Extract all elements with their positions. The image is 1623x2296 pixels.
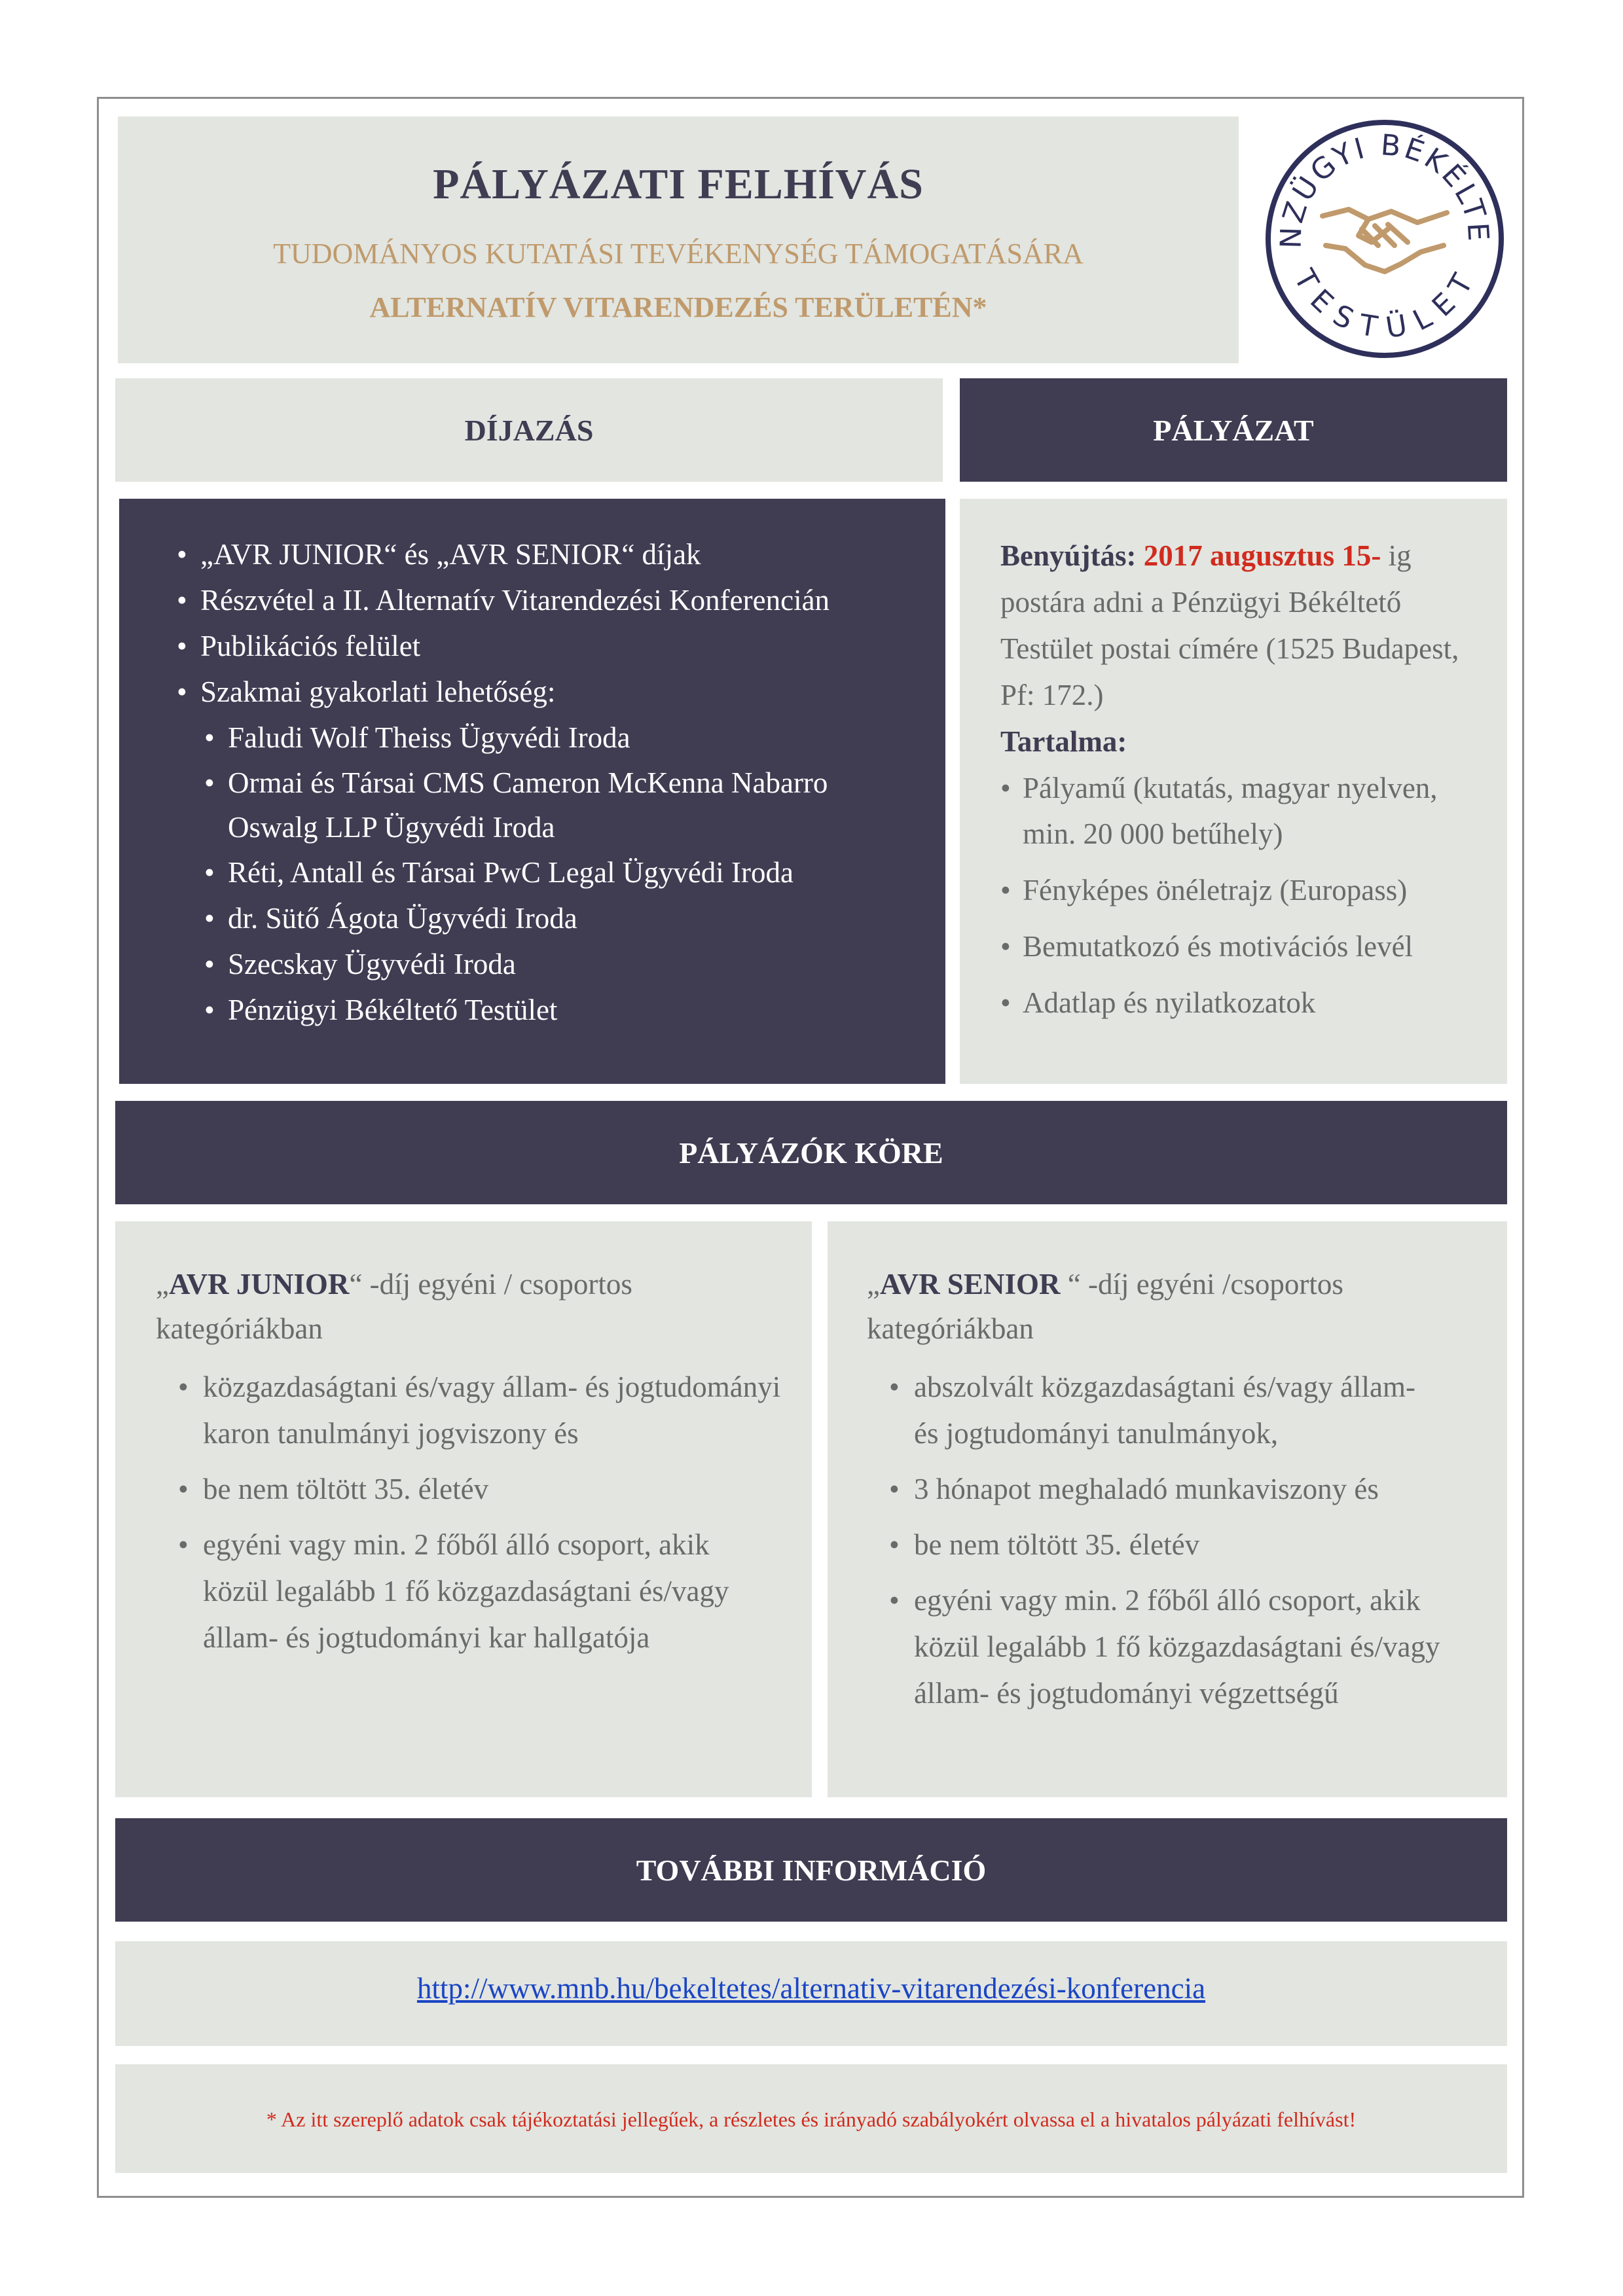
junior-title-bold: AVR JUNIOR	[168, 1268, 350, 1300]
disclaimer-note: * Az itt szereplő adatok csak tájékoztatási jellegűek, a részletes és irányadó szabályokért olvassa el a hivatalos pályázati felhívást!	[266, 2108, 1357, 2131]
junior-title	[156, 1262, 784, 1351]
list-item: • dr. Sütő Ágota Ügyvédi Iroda	[204, 895, 936, 941]
junior-title-rest: “ -díj egyéni / csoportos kategóriákban	[156, 1268, 632, 1345]
list-item: • Publikációs felület	[177, 623, 936, 669]
list-item: • Szecskay Ügyvédi Iroda	[204, 941, 936, 987]
list-item: • egyéni vagy min. 2 főből álló csoport, akik közül legalább 1 fő közgazdaságtani és/vagy állam- és jogtudományi kar hallgatója	[178, 1522, 773, 1661]
senior-title-bold: AVR SENIOR	[879, 1268, 1061, 1300]
svg-text:TESTÜLET: TESTÜLET	[1287, 264, 1482, 346]
list-item: • Réti, Antall és Társai PwC Legal Ügyvédi Iroda	[204, 850, 936, 895]
submission-label: Benyújtás:	[1000, 539, 1137, 572]
list-item: • Fényképes önéletrajz (Europass)	[1000, 867, 1485, 913]
senior-title-rest: “ -díj egyéni /csoportos kategóriákban	[867, 1268, 1343, 1345]
senior-title-open: „	[867, 1268, 880, 1300]
senior-title	[867, 1262, 1476, 1351]
junior-title-open: „	[156, 1268, 169, 1300]
title-box	[118, 117, 1239, 363]
dijazas-list	[177, 531, 936, 715]
palyazat-box	[960, 499, 1507, 1084]
list-item: • közgazdaságtani és/vagy állam- és jogtudományi karon tanulmányi jogviszony és	[178, 1364, 784, 1457]
list-item: • abszolvált közgazdaságtani és/vagy állam- és jogtudományi tanulmányok,	[889, 1364, 1425, 1457]
info-heading	[115, 1818, 1507, 1922]
link-box	[115, 1941, 1507, 2046]
senior-box	[828, 1221, 1507, 1797]
palyazat-heading-text: PÁLYÁZAT	[1153, 413, 1314, 447]
palyazok-heading	[115, 1101, 1507, 1204]
page-title: PÁLYÁZATI FELHÍVÁS	[433, 160, 924, 208]
list-item: • Faludi Wolf Theiss Ügyvédi Iroda	[204, 715, 936, 761]
submission-date: 2017 augusztus 15-	[1143, 539, 1381, 572]
content-list	[1000, 765, 1485, 1026]
testulet-seal-logo	[1260, 115, 1509, 363]
list-item: • be nem töltött 35. életév	[889, 1522, 1476, 1568]
info-heading-text: TOVÁBBI INFORMÁCIÓ	[636, 1853, 987, 1887]
dijazas-heading-text: DÍJAZÁS	[464, 413, 594, 447]
senior-list	[889, 1364, 1476, 1717]
info-link[interactable]: http://www.mnb.hu/bekeltetes/alternativ-vitarendezési-konferencia	[416, 1972, 1206, 2005]
list-item: • Pályamű (kutatás, magyar nyelven, min. 20 000 betűhely)	[1000, 765, 1485, 857]
disclaimer-box	[115, 2064, 1507, 2173]
submission-address: ig postára adni a Pénzügyi Békéltető Testület postai címére (1525 Budapest, Pf: 172.)	[1000, 539, 1459, 711]
list-item: • Szakmai gyakorlati lehetőség:	[177, 669, 936, 715]
list-item: • be nem töltött 35. életév	[178, 1466, 784, 1513]
list-item: • Ormai és Társai CMS Cameron McKenna Nabarro Oswalg LLP Ügyvédi Iroda	[204, 761, 850, 850]
dijazas-box	[119, 499, 945, 1084]
list-item: • „AVR JUNIOR“ és „AVR SENIOR“ díjak	[177, 531, 936, 577]
junior-box	[115, 1221, 812, 1797]
list-item: • 3 hónapot meghaladó munkaviszony és	[889, 1466, 1476, 1513]
list-item: • egyéni vagy min. 2 főből álló csoport, akik közül legalább 1 fő közgazdaságtani és/vagy állam- és jogtudományi végzettségű	[889, 1577, 1476, 1717]
list-item: • Bemutatkozó és motivációs levél	[1000, 924, 1485, 969]
dijazas-heading	[115, 378, 943, 482]
palyazat-heading	[960, 378, 1507, 482]
submission-text	[1000, 533, 1485, 719]
junior-list	[178, 1364, 784, 1661]
dijazas-sub-list	[204, 715, 936, 1033]
page-subtitle-line1: TUDOMÁNYOS KUTATÁSI TEVÉKENYSÉG TÁMOGATÁSÁRA	[273, 238, 1084, 270]
list-item: • Adatlap és nyilatkozatok	[1000, 980, 1485, 1026]
palyazok-heading-text: PÁLYÁZÓK KÖRE	[679, 1136, 943, 1170]
list-item: • Részvétel a II. Alternatív Vitarendezési Konferencián	[177, 577, 936, 623]
content-label: Tartalma:	[1000, 725, 1127, 758]
svg-text:PÉNZÜGYI BÉKÉLTETŐ: NZÜGYI BÉKÉLTE	[1274, 128, 1495, 249]
list-item: • Pénzügyi Békéltető Testület	[204, 987, 936, 1033]
page-subtitle-line2: ALTERNATÍV VITARENDEZÉS TERÜLETÉN*	[369, 291, 987, 323]
